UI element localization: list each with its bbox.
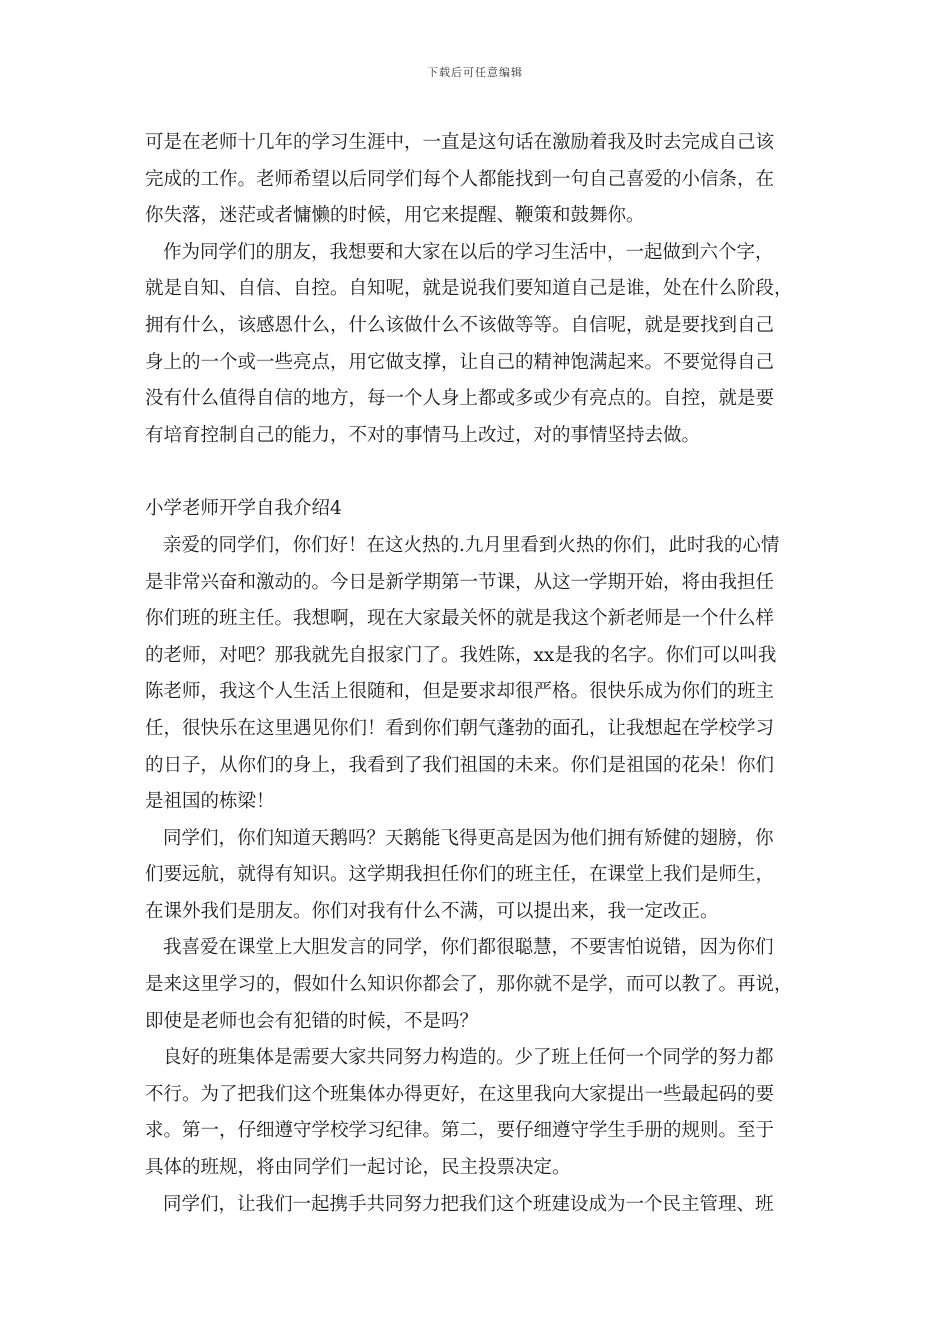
page-header: 下载后可任意编辑 xyxy=(427,66,523,79)
paragraph-1 xyxy=(145,125,825,235)
text-line: 陈老师，我这个人生活上很随和，但是要求却很严格。很快乐成为你们的班主 xyxy=(145,681,775,703)
text-line: 在课外我们是朋友。你们对我有什么不满，可以提出来，我一定改正。 xyxy=(145,900,719,922)
text-line: 是非常兴奋和激动的。今日是新学期第一节课，从这一学期开始，将由我担任 xyxy=(145,571,775,593)
text-line: 任，很快乐在这里遇见你们！看到你们朝气蓬勃的面孔，让我想起在学校学习 xyxy=(145,717,775,739)
paragraph-2 xyxy=(145,235,825,455)
text-line: 没有什么值得自信的地方，每一个人身上都或多或少有亮点的。自控，就是要 xyxy=(145,388,775,410)
text-line: 具体的班规，将由同学们一起讨论，民主投票决定。 xyxy=(145,1157,571,1179)
text-line: 不行。为了把我们这个班集体办得更好，在这里我向大家提出一些最起码的要 xyxy=(145,1083,775,1105)
text-line: 的日子，从你们的身上，我看到了我们祖国的未来。你们是祖国的花朵！你们 xyxy=(145,754,775,776)
section-title: 小学老师开学自我介绍4 xyxy=(145,498,342,520)
document-body xyxy=(145,125,825,1223)
text-line: 你失落，迷茫或者慵懒的时候，用它来提醒、鞭策和鼓舞你。 xyxy=(145,205,645,227)
text-line: 拥有什么，该感恩什么，什么该做什么不该做等等。自信呢，就是要找到自己 xyxy=(145,314,775,336)
text-line: 就是自知、自信、自控。自知呢，就是说我们要知道自己是谁，处在什么阶段， xyxy=(145,278,793,300)
text-line: 我喜爱在课堂上大胆发言的同学，你们都很聪慧，不要害怕说错，因为你们 xyxy=(163,937,774,959)
text-line: 同学们，你们知道天鹅吗？天鹅能飞得更高是因为他们拥有矫健的翅膀，你 xyxy=(163,827,774,849)
paragraph-3 xyxy=(145,528,825,821)
paragraph-6 xyxy=(145,1040,825,1186)
text-line: 良好的班集体是需要大家共同努力构造的。少了班上任何一个同学的努力都 xyxy=(163,1047,774,1069)
text-line: 亲爱的同学们，你们好！在这火热的.九月里看到火热的你们，此时我的心情 xyxy=(163,534,780,556)
text-line: 完成的工作。老师希望以后同学们每个人都能找到一句自己喜爱的小信条，在 xyxy=(145,168,775,190)
paragraph-4 xyxy=(145,821,825,931)
text-line: 们要远航，就得有知识。这学期我担任你们的班主任，在课堂上我们是师生， xyxy=(145,864,775,886)
text-line: 是来这里学习的，假如什么知识你都会了，那你就不是学，而可以教了。再说， xyxy=(145,974,793,996)
text-line: 即使是老师也会有犯错的时候，不是吗？ xyxy=(145,1010,479,1032)
text-line: 可是在老师十几年的学习生涯中，一直是这句话在激励着我及时去完成自己该 xyxy=(145,132,775,153)
text-line: 作为同学们的朋友，我想要和大家在以后的学习生活中，一起做到六个字， xyxy=(163,241,774,263)
text-line: 你们班的班主任。我想啊，现在大家最关怀的就是我这个新老师是一个什么样 xyxy=(145,608,775,630)
text-line: 有培育控制自己的能力，不对的事情马上改过，对的事情坚持去做。 xyxy=(145,424,701,446)
text-line: 身上的一个或一些亮点，用它做支撑，让自己的精神饱满起来。不要觉得自己 xyxy=(145,351,775,373)
text-line: 求。第一，仔细遵守学校学习纪律。第二，要仔细遵守学生手册的规则。至于 xyxy=(145,1120,775,1142)
text-line: 的老师，对吧？那我就先自报家门了。我姓陈，xx是我的名字。你们可以叫我 xyxy=(145,644,777,666)
paragraph-5 xyxy=(145,930,825,1040)
paragraph-7 xyxy=(145,1187,825,1224)
text-line: 是祖国的栋梁！ xyxy=(145,791,275,813)
text-line: 同学们，让我们一起携手共同努力把我们这个班建设成为一个民主管理、班 xyxy=(163,1193,774,1215)
